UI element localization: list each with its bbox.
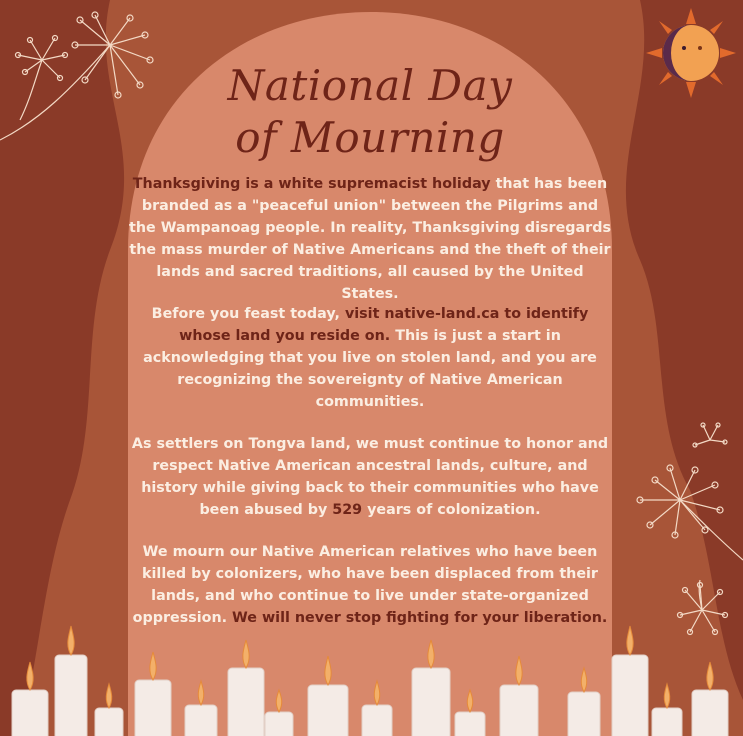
- sun-moon-icon: [646, 8, 736, 98]
- page-title-line-2: of Mourning: [235, 113, 505, 162]
- paragraph-1-emphasis: Thanksgiving is a white supremacist holiday: [132, 176, 491, 192]
- paragraph-1-text: that has been branded as a "peaceful union" between the Pilgrims and the Wampanoag people. In reality, Thanksgiving disregards the mass murder of Native Americans and the theft of their lands and sacred traditions, all caused by the United States.: [129, 176, 611, 302]
- paragraph-2-text-start: Before you feast today,: [151, 306, 345, 322]
- paragraph-native-land: [128, 303, 612, 413]
- paragraph-2-emphasis: visit native-land.ca to identify whose land you reside on.: [179, 306, 589, 344]
- paragraph-3-text-start: As settlers on Tongva land, we must continue to honor and respect Native American ancestral lands, culture, and history while giving back to their communities who have been abused by: [131, 436, 609, 518]
- paragraph-4-text: We mourn our Native American relatives who have been killed by colonizers, who have been displaced from their lands, and who continue to live under state-organized oppression.: [132, 544, 598, 626]
- paragraph-thanksgiving: [128, 173, 612, 305]
- paragraph-tongva-land: [128, 433, 612, 521]
- page-title-line-1: National Day: [227, 61, 513, 110]
- paragraph-3-emphasis: 529: [332, 502, 363, 518]
- paragraph-3-text-end: years of colonization.: [362, 502, 541, 518]
- paragraph-4-emphasis: We will never stop fighting for your liberation.: [227, 610, 608, 626]
- paragraph-2-text-end: This is just a start in acknowledging that you live on stolen land, and you are recognizing the sovereignty of Native American communities.: [143, 328, 597, 410]
- right-wave: [626, 0, 743, 700]
- paragraph-mourning: [128, 541, 612, 629]
- left-wave: [0, 0, 124, 736]
